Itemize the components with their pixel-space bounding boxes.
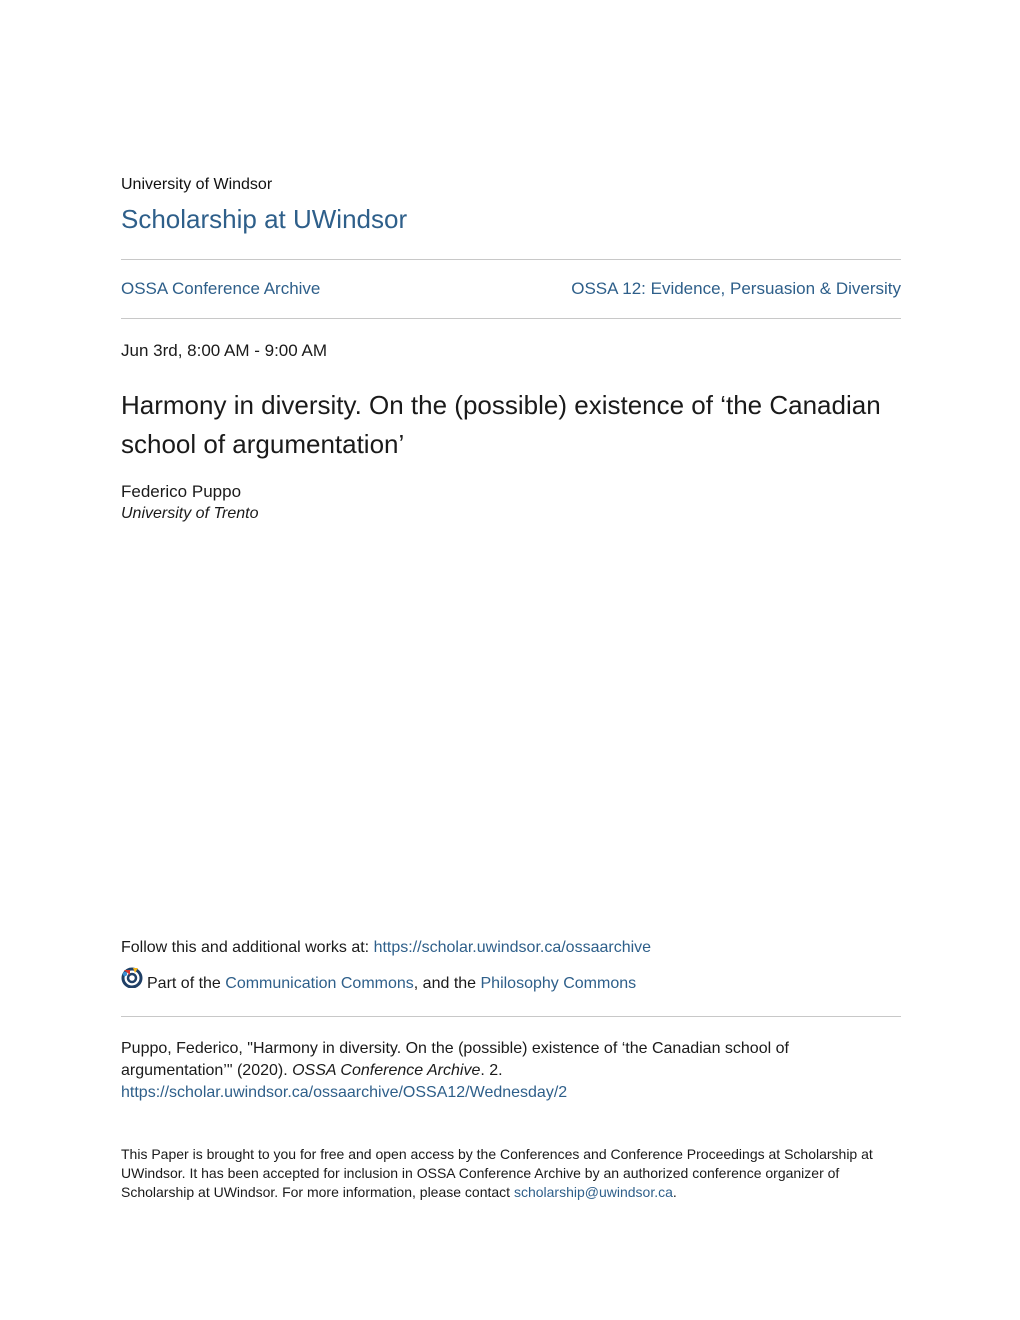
breadcrumb-conference-link[interactable]: OSSA 12: Evidence, Persuasion & Diversity xyxy=(571,279,901,298)
citation-url-link[interactable]: https://scholar.uwindsor.ca/ossaarchive/OSSA12/Wednesday/2 xyxy=(121,1084,568,1101)
divider xyxy=(121,318,901,319)
institution-name: University of Windsor xyxy=(121,176,273,193)
repository-link[interactable]: Scholarship at UWindsor xyxy=(121,204,408,234)
recommended-citation xyxy=(121,1038,901,1104)
part-of-line xyxy=(121,967,636,994)
breadcrumb-archive-link[interactable]: OSSA Conference Archive xyxy=(121,279,321,298)
access-statement-end: . xyxy=(672,1184,677,1200)
communication-commons-link[interactable]: Communication Commons xyxy=(225,975,414,992)
cover-page xyxy=(121,0,901,1320)
access-statement-text: This Paper is brought to you for free and open access by the Conferences and Conference Proceedings at Scholarship at UWindsor. It has been accepted for inclusion in OSSA Conference Archive by an authorized conference organizer of Scholarship at UWindsor. For more information, please contact xyxy=(121,1146,873,1200)
follow-label: Follow this and additional works at: xyxy=(121,939,374,956)
follow-line xyxy=(121,939,651,957)
divider xyxy=(121,1016,901,1017)
philosophy-commons-link[interactable]: Philosophy Commons xyxy=(480,975,637,992)
paper-title: Harmony in diversity. On the (possible) existence of ‘the Canadian school of argumentation’ xyxy=(121,390,881,459)
event-datetime: Jun 3rd, 8:00 AM - 9:00 AM xyxy=(121,341,328,360)
part-of-middle: , and the xyxy=(413,975,481,992)
author-affiliation: University of Trento xyxy=(121,505,259,522)
citation-text: Puppo, Federico, "Harmony in diversity. On the (possible) existence of ‘the Canadian school of argumentation’" (2020). xyxy=(121,1040,789,1079)
breadcrumb xyxy=(121,279,901,299)
access-statement xyxy=(121,1145,901,1202)
author-name: Federico Puppo xyxy=(121,482,242,501)
citation-series: OSSA Conference Archive xyxy=(292,1062,481,1079)
contact-email-link[interactable]: scholarship@uwindsor.ca xyxy=(513,1184,673,1200)
divider xyxy=(121,259,901,260)
part-of-prefix: Part of the xyxy=(147,975,226,992)
citation-number: . 2. xyxy=(480,1062,503,1079)
follow-url-link[interactable]: https://scholar.uwindsor.ca/ossaarchive xyxy=(373,939,652,956)
network-commons-icon xyxy=(121,966,143,988)
